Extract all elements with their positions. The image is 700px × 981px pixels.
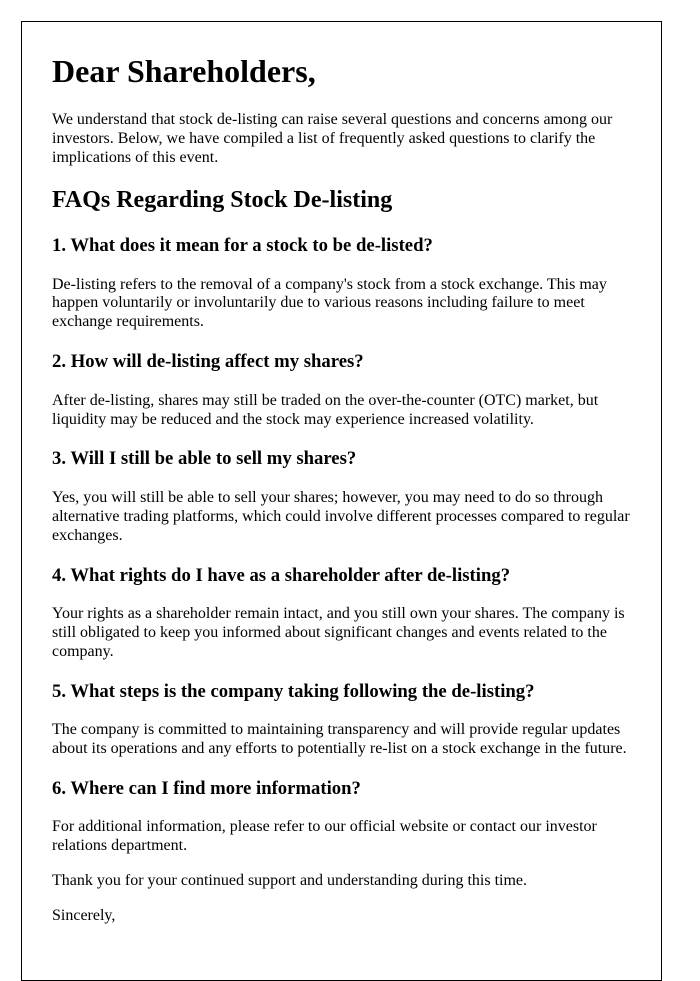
- faq-item: [52, 681, 631, 759]
- faq-question-2: 2. How will de-listing affect my shares?: [52, 351, 364, 373]
- faq-section-title: FAQs Regarding Stock De-listing: [52, 187, 393, 214]
- faq-answer-4: Your rights as a shareholder remain intact, and you still own your shares. The company is still obligated to keep you informed about significant changes and events related to the company.: [52, 605, 625, 660]
- faq-answer-3: Yes, you will still be able to sell your shares; however, you may need to do so through alternative trading platforms, which could involve different processes compared to regular exchanges.: [52, 488, 630, 544]
- faq-item: [52, 448, 631, 545]
- signoff-text: Sincerely,: [52, 907, 116, 925]
- faq-question-3: 3. Will I still be able to sell my shares?: [52, 448, 357, 470]
- faq-answer-6: For additional information, please refer to our official website or contact our investor relations department.: [52, 818, 597, 855]
- faq-answer-2: After de-listing, shares may still be traded on the over-the-counter (OTC) market, but liquidity may be reduced and the stock may experience increased volatility.: [52, 391, 599, 428]
- faq-answer-5: The company is committed to maintaining transparency and will provide regular updates about its operations and any efforts to potentially re-list on a stock exchange in the future.: [52, 721, 627, 758]
- faq-answer-1: De-listing refers to the removal of a company's stock from a stock exchange. This may happen voluntarily or involuntarily due to various reasons including failure to meet exchange requirements.: [52, 275, 607, 331]
- faq-question-6: 6. Where can I find more information?: [52, 777, 361, 799]
- letter-salutation: Dear Shareholders,: [52, 53, 316, 89]
- faq-question-5: 5. What steps is the company taking following the de-listing?: [52, 680, 535, 702]
- closing-thanks-paragraph: Thank you for your continued support and understanding during this time.: [52, 872, 528, 890]
- faq-item: [52, 351, 631, 429]
- faq-question-1: 1. What does it mean for a stock to be de-listed?: [52, 235, 433, 257]
- faq-item: [52, 565, 631, 662]
- faq-question-4: 4. What rights do I have as a shareholder after de-listing?: [52, 564, 511, 586]
- letter-page: [21, 21, 662, 981]
- faq-item: [52, 235, 631, 332]
- faq-item: [52, 778, 631, 856]
- letter-intro-paragraph: We understand that stock de-listing can raise several questions and concerns among our investors. Below, we have compiled a list of frequently asked questions to clarify the implications of this event.: [52, 110, 613, 166]
